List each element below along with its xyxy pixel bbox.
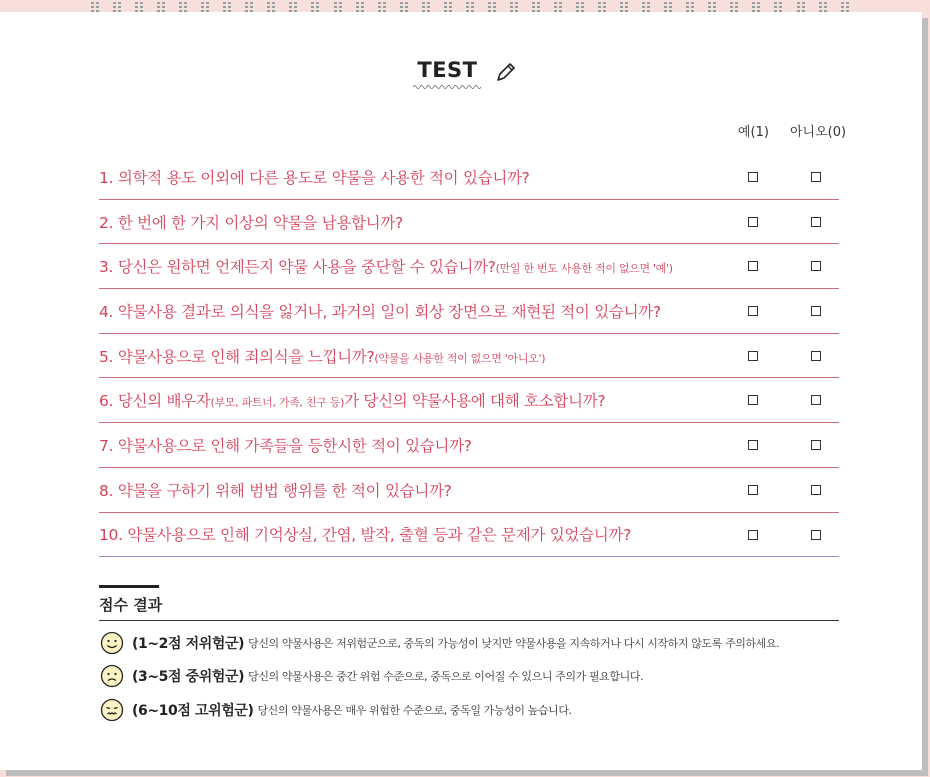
sad-face-icon xyxy=(100,698,124,722)
result-low xyxy=(100,630,779,656)
question-row xyxy=(99,244,839,289)
no-checkbox[interactable] xyxy=(811,306,821,316)
title-area xyxy=(0,58,930,88)
yes-checkbox[interactable] xyxy=(748,172,758,182)
question-text: 2. 한 번에 한 가지 이상의 약물을 남용합니까? xyxy=(99,213,403,232)
yes-checkbox[interactable] xyxy=(748,217,758,227)
column-header-no: 아니오(0) xyxy=(790,125,847,140)
yes-checkbox[interactable] xyxy=(748,395,758,405)
yes-checkbox[interactable] xyxy=(748,440,758,450)
no-checkbox[interactable] xyxy=(811,530,821,540)
question-row xyxy=(99,334,839,379)
question-text xyxy=(99,389,605,411)
yes-checkbox[interactable] xyxy=(748,306,758,316)
yes-checkbox[interactable] xyxy=(748,351,758,361)
question-main-text: 3. 당신은 원하면 언제든지 약물 사용을 중단할 수 있습니까? xyxy=(99,258,496,277)
no-checkbox[interactable] xyxy=(811,395,821,405)
question-text: 8. 약물을 구하기 위해 범법 행위를 한 적이 있습니까? xyxy=(99,481,452,500)
question-text xyxy=(99,255,673,277)
question-row xyxy=(99,468,839,513)
question-text: 7. 약물사용으로 인해 가족들을 등한시한 적이 있습니까? xyxy=(99,436,472,455)
yes-checkbox[interactable] xyxy=(748,485,758,495)
question-text: 10. 약물사용으로 인해 기억상실, 간염, 발작, 출혈 등과 같은 문제가 있었습니까? xyxy=(99,526,632,545)
question-text xyxy=(99,345,545,367)
no-checkbox[interactable] xyxy=(811,172,821,182)
question-row xyxy=(99,423,839,468)
result-description: 당신의 약물사용은 중간 위험 수준으로, 중독으로 이어질 수 있으니 주의가 필요합니다. xyxy=(248,670,644,683)
score-divider xyxy=(99,620,839,621)
question-note: (부모, 파트너, 가족, 친구 등) xyxy=(210,396,345,410)
question-row xyxy=(99,378,839,423)
page-title-text: TEST xyxy=(417,58,478,82)
result-high xyxy=(100,697,572,723)
pencil-icon xyxy=(495,61,517,83)
question-row xyxy=(99,289,839,334)
column-header-yes: 예(1) xyxy=(738,125,769,140)
score-title: 점수 결과 xyxy=(99,596,163,614)
question-note: (약물을 사용한 적이 없으면 '아니오') xyxy=(374,351,546,365)
yes-checkbox[interactable] xyxy=(748,261,758,271)
question-text: 1. 의학적 용도 이외에 다른 용도로 약물을 사용한 적이 있습니까? xyxy=(99,168,530,187)
result-mid xyxy=(100,663,643,689)
no-checkbox[interactable] xyxy=(811,351,821,361)
wavy-underline xyxy=(413,84,481,90)
question-main-text-cont: 가 당신의 약물사용에 대해 호소합니까? xyxy=(344,392,606,411)
question-note: (만일 한 번도 사용한 적이 없으면 '예') xyxy=(495,262,673,276)
no-checkbox[interactable] xyxy=(811,485,821,495)
smile-icon xyxy=(100,631,124,655)
result-description: 당신의 약물사용은 매우 위험한 수준으로, 중독일 가능성이 높습니다. xyxy=(257,704,572,717)
no-checkbox[interactable] xyxy=(811,440,821,450)
score-title-bar xyxy=(99,585,159,588)
result-label: (1~2점 저위험군) xyxy=(132,636,245,652)
question-row xyxy=(99,200,839,245)
no-checkbox[interactable] xyxy=(811,217,821,227)
result-label: (6~10점 고위험군) xyxy=(132,703,254,719)
yes-checkbox[interactable] xyxy=(748,530,758,540)
question-list xyxy=(99,155,839,557)
page-title xyxy=(413,58,481,88)
worried-face-icon xyxy=(100,664,124,688)
question-main-text: 6. 당신의 배우자 xyxy=(99,392,211,411)
question-main-text: 5. 약물사용으로 인해 죄의식을 느낍니까? xyxy=(99,347,375,366)
question-text: 4. 약물사용 결과로 의식을 잃거나, 과거의 일이 회상 장면으로 재현된 적이 있습니까? xyxy=(99,302,661,321)
result-label: (3~5점 중위험군) xyxy=(132,669,245,685)
result-description: 당신의 약물사용은 저위험군으로, 중독의 가능성이 낮지만 약물사용을 지속하거나 다시 시작하지 않도록 주의하세요. xyxy=(248,637,780,650)
no-checkbox[interactable] xyxy=(811,261,821,271)
question-row xyxy=(99,513,839,558)
question-row xyxy=(99,155,839,200)
